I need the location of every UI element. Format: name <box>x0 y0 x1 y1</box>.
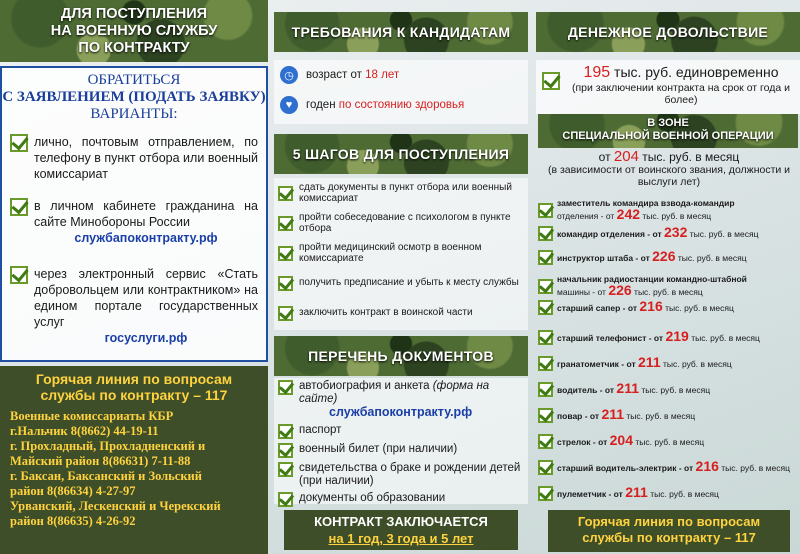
monthly-pay: от 204 тыс. руб. в месяц (в зависимости от воинского звания, должности и выслуги лет) <box>547 148 791 188</box>
document-item: свидетельства о браке и рождении детей (при наличии) <box>274 460 528 490</box>
checkmark-icon <box>542 72 560 90</box>
military-commissariats-list: Военные комиссариаты КБР г.Нальчик 8(8662) 44-19-11 г. Прохладный, Прохладненский и Майский район 8(86631) 7-11-88 г. Баксан, Баксанский и Зольский район 8(86634) 4-27-97 Урванский, Лескенский и Черекский район 8(86635) 4-26-92 <box>10 409 221 528</box>
hotline-kbr-box <box>0 366 268 554</box>
step-item: заключить контракт в воинской части <box>274 298 528 328</box>
step-item: получить предписание и убыть к месту службы <box>274 268 528 298</box>
checkmark-icon <box>538 434 553 449</box>
checkmark-icon <box>278 276 293 291</box>
checkmark-icon <box>278 380 293 395</box>
checkmark-icon <box>538 408 553 423</box>
checkmark-icon <box>278 186 293 201</box>
apply-header: ДЛЯ ПОСТУПЛЕНИЯ НА ВОЕННУЮ СЛУЖБУ ПО КОНТРАКТУ <box>0 0 268 62</box>
document-item: автобиография и анкета (форма на сайте) службапоконтракту.рф <box>274 378 528 422</box>
hotline-117-box: Горячая линия по вопросам службы по контракту – 117 <box>548 510 790 552</box>
rank-row: начальник радиостанции командно-штабной машины - от 226 тыс. руб. в месяц <box>538 274 800 298</box>
rank-row: гранатометчик - от 211 тыс. руб. в месяц <box>538 356 800 371</box>
contract-site-link[interactable]: службапоконтракту.рф <box>329 405 473 419</box>
contract-terms-box: КОНТРАКТ ЗАКЛЮЧАЕТСЯ на 1 год, 3 года и 5 лет <box>284 510 518 550</box>
checkmark-icon <box>278 443 293 458</box>
document-item: военный билет (при наличии) <box>274 441 528 460</box>
checkmark-icon <box>538 226 553 241</box>
checkmark-icon <box>538 460 553 475</box>
checkmark-icon <box>538 279 553 294</box>
rank-row: повар - от 211 тыс. руб. в месяц <box>538 408 800 423</box>
allowance-header: ДЕНЕЖНОЕ ДОВОЛЬСТВИЕ <box>536 12 800 52</box>
apply-heading: ОБРАТИТЬСЯ С ЗАЯВЛЕНИЕМ (ПОДАТЬ ЗАЯВКУ) ВАРИАНТЫ: <box>2 72 266 122</box>
checkmark-icon <box>278 306 293 321</box>
rank-row: командир отделения - от 232 тыс. руб. в месяц <box>538 226 800 241</box>
rank-row: старший телефонист - от 219 тыс. руб. в месяц <box>538 330 800 345</box>
step-item: пройти собеседование с психологом в пункте отбора <box>274 208 528 238</box>
requirement-health: ♥ годен по состоянию здоровья <box>274 90 528 120</box>
contract-site-link[interactable]: службапоконтракту.рф <box>74 231 218 245</box>
rank-row: старший водитель-электрик - от 216 тыс. руб. в месяц <box>538 460 800 475</box>
column-requirements <box>274 0 528 554</box>
step-item: пройти медицинский осмотр в военном комиссариате <box>274 238 528 268</box>
steps-header: 5 ШАГОВ ДЛЯ ПОСТУПЛЕНИЯ <box>274 134 528 174</box>
option-in-person: лично, почтовым отправлением, по телефону в пункт отбора или военный комиссариат <box>10 134 258 182</box>
hotline-title: Горячая линия по вопросам службы по контракту – 117 <box>35 371 233 403</box>
checkmark-icon <box>278 216 293 231</box>
checkmark-icon <box>538 250 553 265</box>
rank-row: пулеметчик - от 211 тыс. руб. в месяц <box>538 486 800 501</box>
heart-pulse-icon: ♥ <box>280 96 298 114</box>
apply-options-box <box>0 66 268 362</box>
clock-icon: ◷ <box>280 66 298 84</box>
lump-sum-box: 195 тыс. руб. единовременно (при заключении контракта на срок от года и более) <box>536 60 800 114</box>
column-how-to-apply <box>0 0 268 554</box>
document-item: паспорт <box>274 422 528 441</box>
checkmark-icon <box>10 198 28 216</box>
checkmark-icon <box>278 492 293 507</box>
checkmark-icon <box>538 330 553 345</box>
documents-list <box>274 378 528 504</box>
checkmark-icon <box>538 300 553 315</box>
svo-zone-header: В ЗОНЕ СПЕЦИАЛЬНОЙ ВОЕННОЙ ОПЕРАЦИИ <box>538 114 798 148</box>
checkmark-icon <box>538 356 553 371</box>
checkmark-icon <box>278 246 293 261</box>
checkmark-icon <box>10 134 28 152</box>
rank-row: старший сапер - от 216 тыс. руб. в месяц <box>538 300 800 315</box>
checkmark-icon <box>278 424 293 439</box>
requirement-age: ◷ возраст от 18 лет <box>274 60 528 90</box>
checkmark-icon <box>538 486 553 501</box>
step-item: сдать документы в пункт отбора или военный комиссариат <box>274 178 528 208</box>
rank-row: заместитель командира взвода-командир отделения - от 242 тыс. руб. в месяц <box>538 198 800 222</box>
option-personal-cabinet: в личном кабинете гражданина на сайте Минобороны России службапоконтракту.рф <box>10 198 258 246</box>
checkmark-icon <box>538 382 553 397</box>
documents-header: ПЕРЕЧЕНЬ ДОКУМЕНТОВ <box>274 336 528 376</box>
rank-row: инструктор штаба - от 226 тыс. руб. в месяц <box>538 250 800 265</box>
checkmark-icon <box>10 266 28 284</box>
checkmark-icon <box>278 462 293 477</box>
requirements-box <box>274 60 528 124</box>
checkmark-icon <box>538 203 553 218</box>
column-allowance <box>536 0 800 554</box>
steps-list <box>274 178 528 330</box>
document-item: документы об образовании <box>274 490 528 509</box>
rank-row: водитель - от 211 тыс. руб. в месяц <box>538 382 800 397</box>
option-gosuslugi: через электронный сервис «Стать добровольцем или контрактником» на едином портале государственных услуг госуслуги.рф <box>10 266 258 346</box>
requirements-header: ТРЕБОВАНИЯ К КАНДИДАТАМ <box>274 12 528 52</box>
rank-row: стрелок - от 204 тыс. руб. в месяц <box>538 434 800 449</box>
gosuslugi-link[interactable]: госуслуги.рф <box>104 331 188 345</box>
